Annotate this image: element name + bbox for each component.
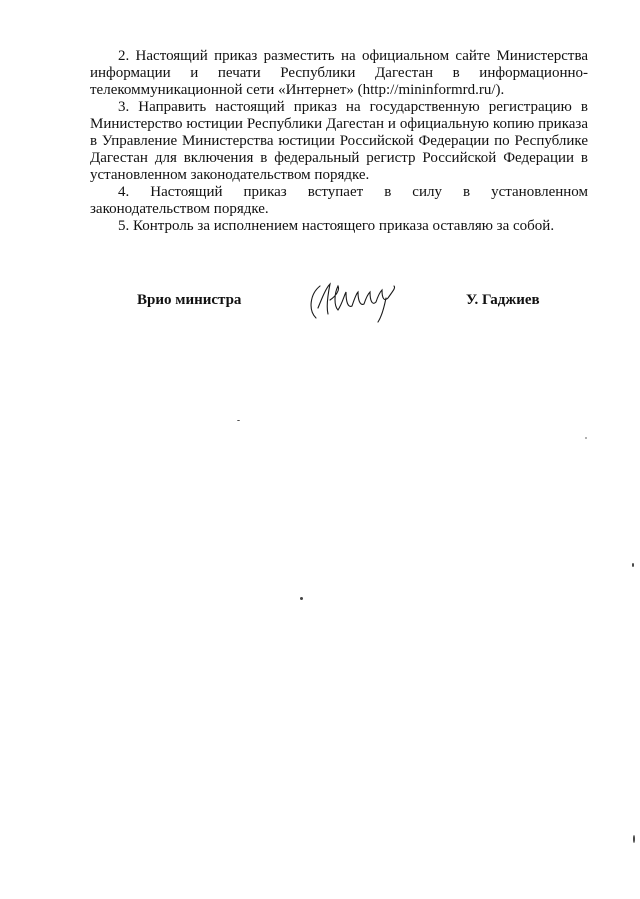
order-body xyxy=(90,48,588,235)
scan-speck xyxy=(237,420,240,421)
text-line: 4. Настоящий приказ вступает в силу в установленном xyxy=(118,184,588,200)
text-line: Министерство юстиции Республики Дагестан и официальную копию приказа xyxy=(90,116,588,132)
text-line: 3. Направить настоящий приказ на государственную регистрацию в xyxy=(118,99,588,115)
handwritten-signature xyxy=(306,280,400,324)
text-line: телекоммуникационной сети «Интернет» (http://mininformrd.ru/). xyxy=(90,82,505,98)
text-line: 5. Контроль за исполнением настоящего приказа оставляю за собой. xyxy=(118,218,555,234)
scan-speck xyxy=(585,437,587,439)
scan-speck xyxy=(632,563,634,567)
text-line: Дагестан для включения в федеральный регистр Российской Федерации в xyxy=(90,150,588,166)
text-line: информации и печати Республики Дагестан в информационно- xyxy=(90,65,588,81)
signatory-name: У. Гаджиев xyxy=(466,292,540,308)
text-line: в Управление Министерства юстиции Российской Федерации по Республике xyxy=(90,133,588,149)
text-line: 2. Настоящий приказ разместить на официальном сайте Министерства xyxy=(118,48,588,64)
scan-speck xyxy=(300,597,303,600)
signatory-role: Врио министра xyxy=(137,292,242,308)
text-line: установленном законодательством порядке. xyxy=(90,167,370,183)
text-line: законодательством порядке. xyxy=(90,201,269,217)
scan-speck xyxy=(633,835,635,843)
